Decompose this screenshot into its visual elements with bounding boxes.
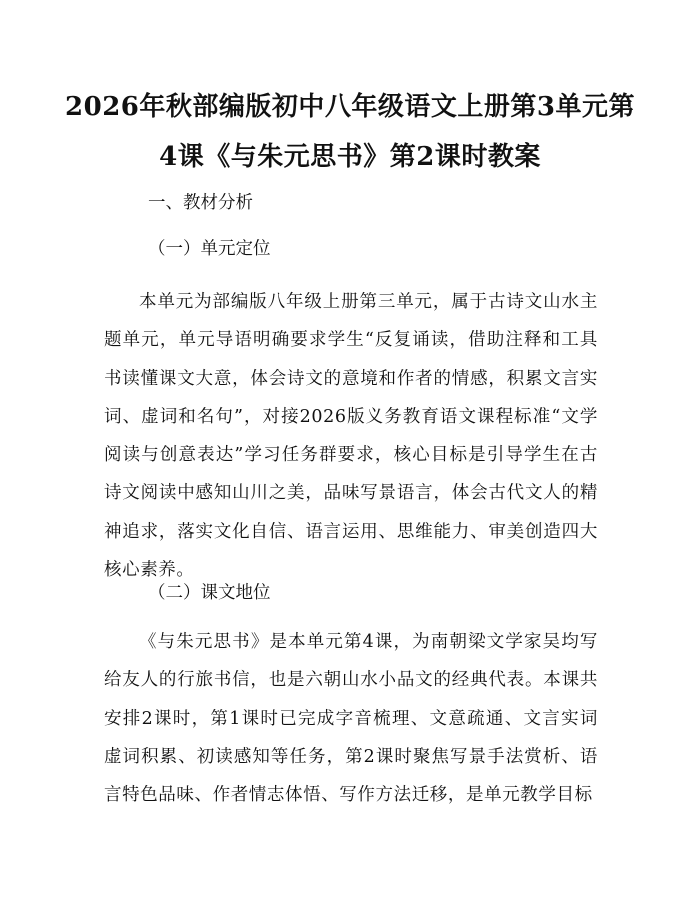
paragraph-unit-positioning: 本单元为部编版八年级上册第三单元，属于古诗文山水主题单元，单元导语明确要求学生“反复诵读，借助注释和工具书读懂课文大意，体会诗文的意境和作者的情感，积累文言实词、虚词和名句”，对接2026版义务教育语文课程标准“文学阅读与创意表达”学习任务群要求，核心目标是引导学生在古诗文阅读中感知山川之美，品味写景语言，体会古代文人的精神追求，落实文化自信、语言运用、思维能力、审美创造四大核心素养。 — [104, 292, 598, 581]
subsection-heading-lesson-status: （二）课文地位 — [148, 583, 271, 603]
paragraph-lesson-status: 《与朱元思书》是本单元第4课，为南朝梁文学家吴均写给友人的行旅书信，也是六朝山水小品文的经典代表。本课共安排2课时，第1课时已完成字音梳理、文意疏通、文言实词虚词积累、初读感知等任务，第2课时聚焦写景手法赏析、语言特色品味、作者情志体悟、写作方法迁移，是单元教学目标 — [104, 632, 598, 806]
subsection-heading-unit-positioning: （一）单元定位 — [148, 239, 271, 259]
document-title: 2026年秋部编版初中八年级语文上册第3单元第4课《与朱元思书》第2课时教案 — [65, 92, 635, 172]
section-heading-textbook-analysis: 一、教材分析 — [148, 193, 253, 213]
